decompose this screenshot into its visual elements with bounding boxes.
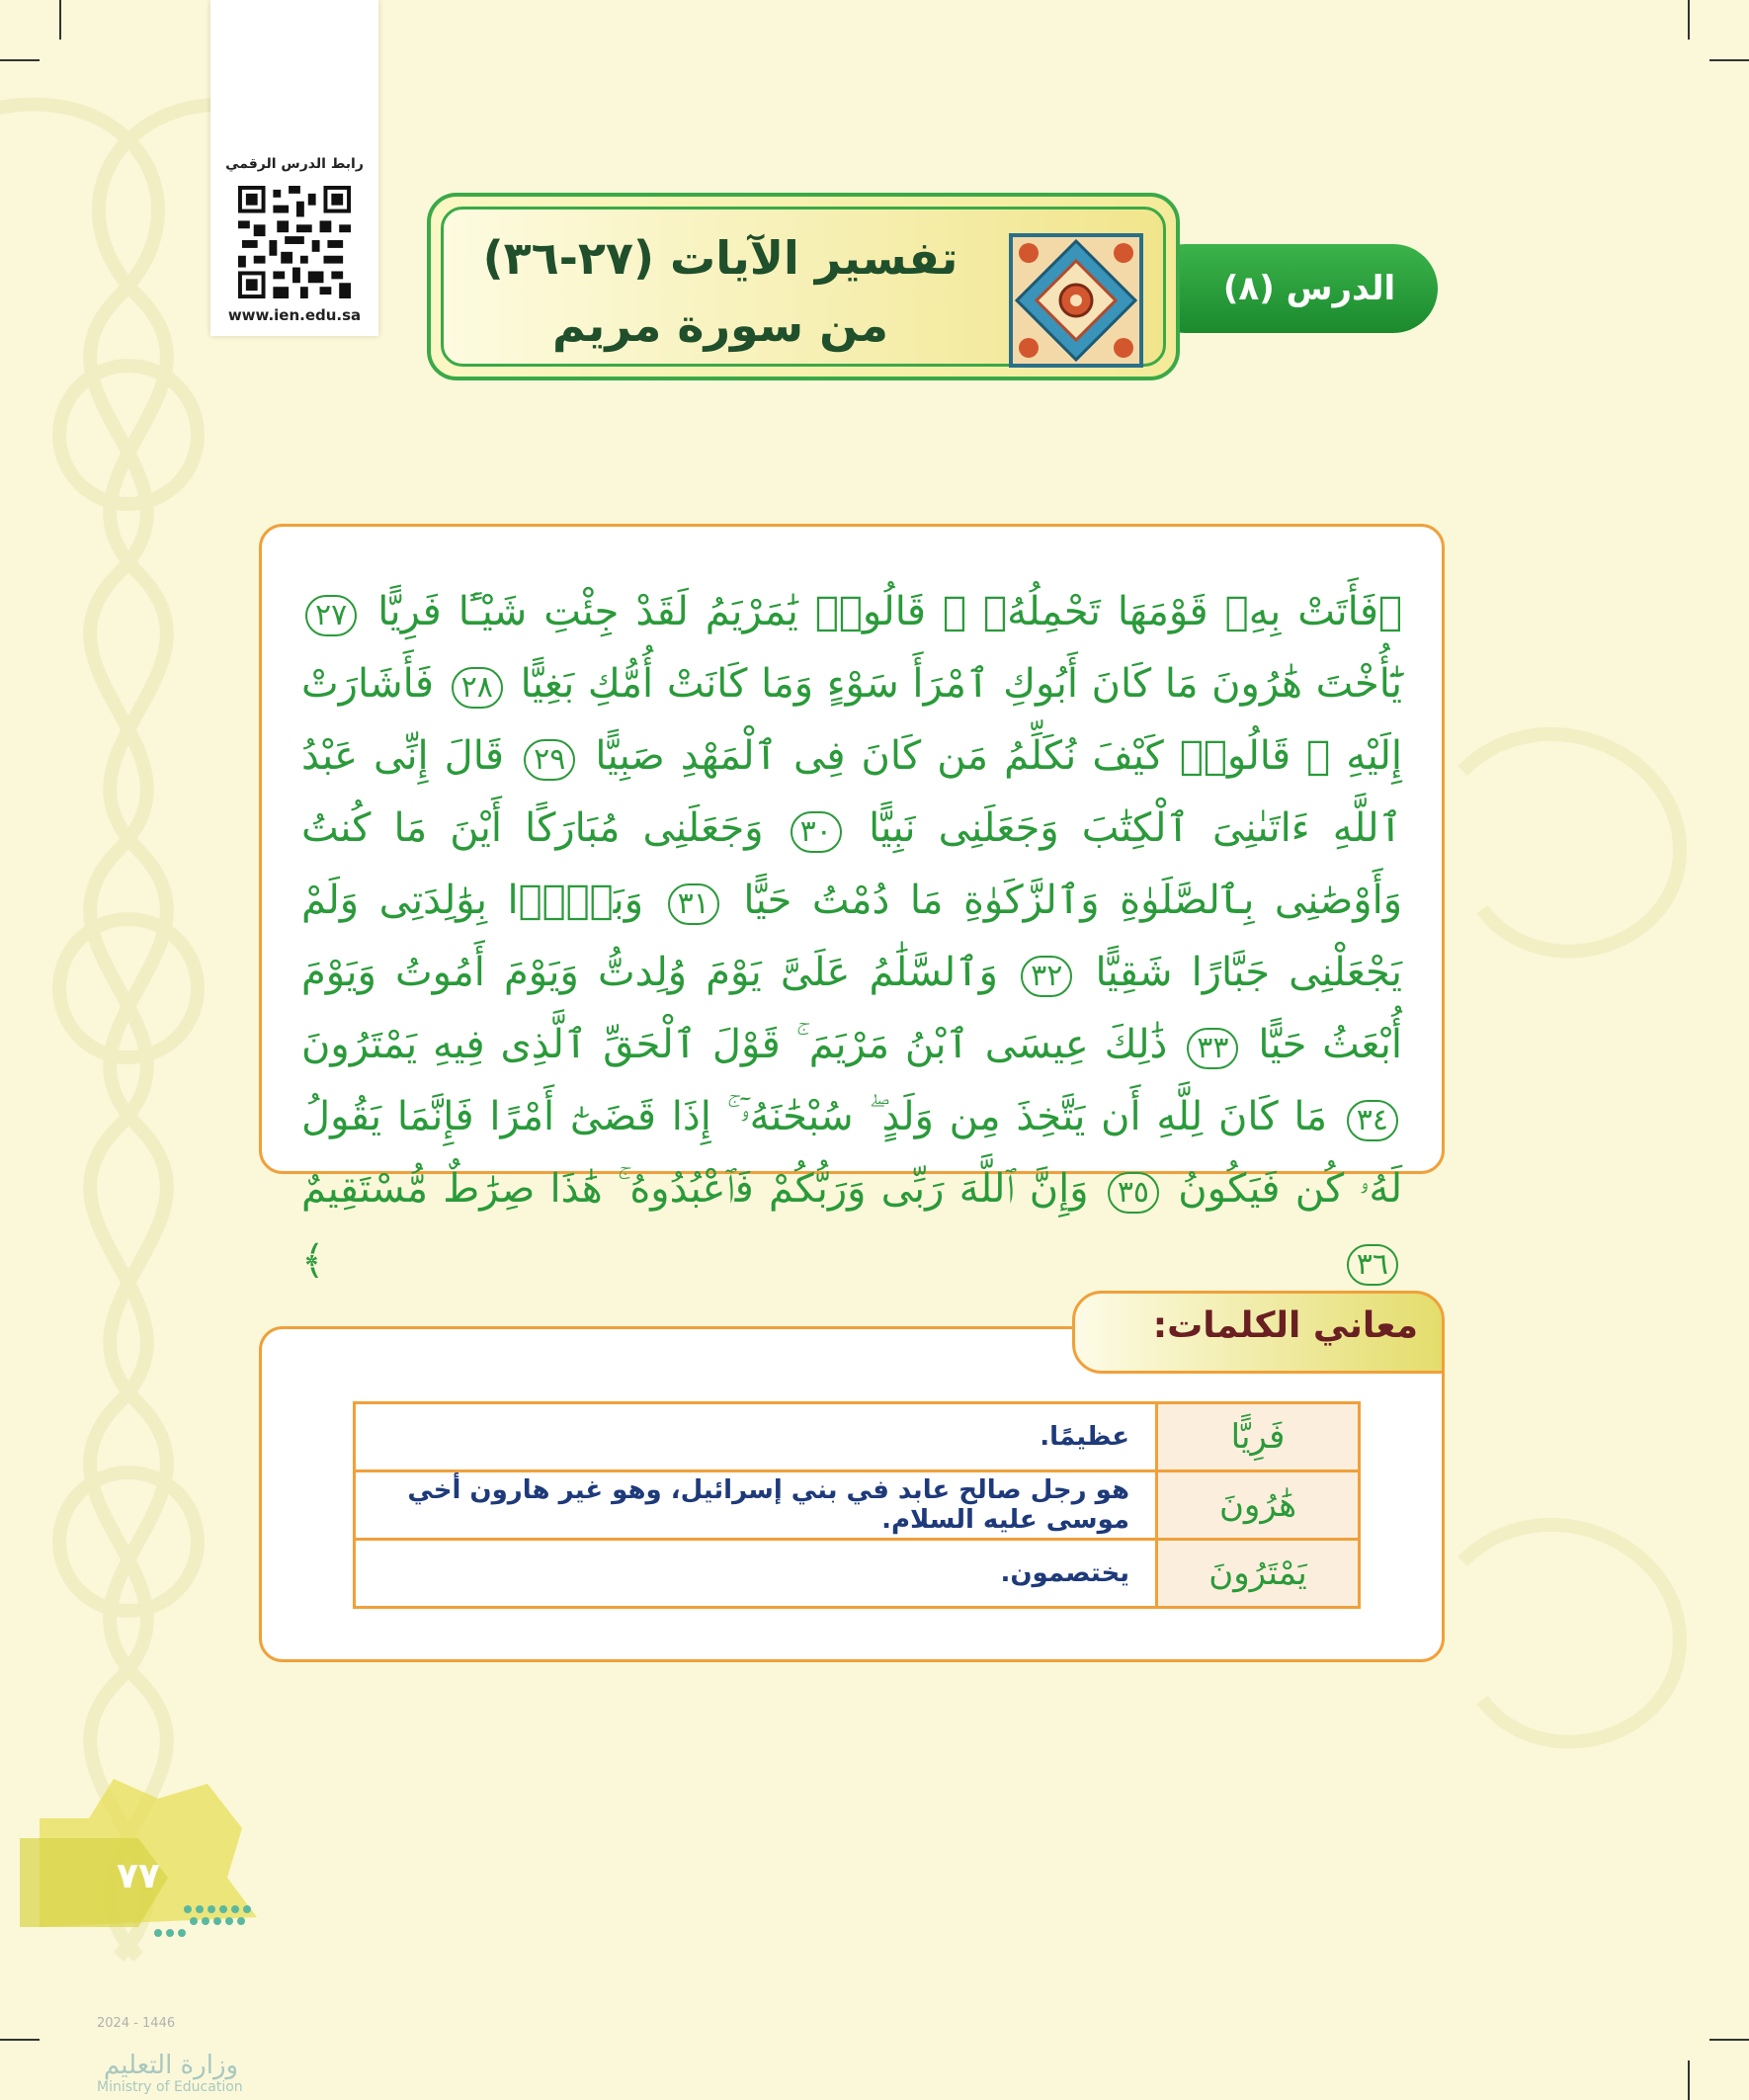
verse-text: قَالَ إِنِّى عَبْدُ ٱللَّهِ ءَاتَىٰنِىَ ٱلْكِتَٰبَ وَجَعَلَنِى نَبِيًّا [301, 733, 1403, 851]
title-box-inner [441, 207, 1166, 367]
title-box [427, 193, 1180, 380]
ministry-logo-text: وزارة التعليم [104, 2051, 239, 2080]
page-subtitle: من سورة مريم [551, 298, 889, 352]
ayah-number: ٣٦ [1347, 1244, 1398, 1286]
verse-text: وَٱلسَّلَٰمُ عَلَىَّ يَوْمَ وُلِدتُّ وَيَوْمَ أَمُوتُ وَيَوْمَ أُبْعَثُ حَيًّا [301, 950, 1402, 1067]
lesson-badge [1141, 244, 1438, 333]
table-row [355, 1403, 1360, 1471]
qr-card[interactable] [210, 0, 378, 336]
word-meanings-heading: معاني الكلمات: [1152, 1305, 1418, 1346]
crop-mark [0, 59, 40, 61]
quran-verses-box [259, 524, 1445, 1284]
ministry-logo-text-en: Ministry of Education [97, 2079, 243, 2095]
crop-mark [1688, 2060, 1690, 2100]
word-meanings-table [353, 1401, 1361, 1609]
verse-text: وَإِنَّ ٱللَّهَ رَبِّى وَرَبُّكُمْ فَٱعْبُدُوهُ ۚ هَٰذَا صِرَٰطٌ مُّسْتَقِيمٌ [301, 1166, 1089, 1212]
closing-bracket: ﴾ [301, 1238, 325, 1284]
page-number: ٧٧ [117, 1856, 160, 1896]
table-cell-meaning: هو رجل صالح عابد في بني إسرائيل، وهو غير هارون أخي موسى عليه السلام. [355, 1471, 1157, 1540]
crop-mark [59, 0, 61, 40]
page-number-badge [20, 1759, 267, 1937]
crop-mark [1709, 59, 1749, 61]
lesson-label: الدرس (٨) [1222, 269, 1396, 308]
ayah-number: ٣٢ [1021, 956, 1072, 997]
table-row [355, 1471, 1360, 1540]
page-title: تفسير الآيات (٢٧-٣٦) [482, 231, 958, 285]
ayah-number: ٣٤ [1347, 1100, 1398, 1141]
crop-mark [1688, 0, 1690, 40]
ayah-number: ٣٥ [1108, 1172, 1159, 1214]
ministry-year: 2024 - 1446 [97, 2016, 176, 2031]
ayah-number: ٢٨ [452, 667, 503, 709]
verse-text: ذَٰلِكَ عِيسَى ٱبْنُ مَرْيَمَ ۚ قَوْلَ ٱلْحَقِّ ٱلَّذِى فِيهِ يَمْتَرُونَ [301, 1022, 1168, 1067]
qr-code-icon[interactable] [238, 186, 351, 298]
ayah-number: ٢٧ [305, 595, 357, 636]
verse-text: وَجَعَلَنِى مُبَارَكًا أَيْنَ مَا كُنتُ وَأَوْصَٰنِى بِٱلصَّلَوٰةِ وَٱلزَّكَوٰةِ مَا دُمْتُ حَيًّا [301, 805, 1403, 923]
word-meanings-tab [1072, 1291, 1445, 1374]
qr-url[interactable]: www.ien.edu.sa [227, 306, 362, 324]
table-cell-meaning: عظيمًا. [355, 1403, 1157, 1471]
ayah-number: ٣١ [668, 883, 719, 925]
verse-text: يَٰٓأُخْتَ هَٰرُونَ مَا كَانَ أَبُوكِ ٱمْرَأَ سَوْءٍ وَمَا كَانَتْ أُمُّكِ بَغِيًّا [520, 661, 1403, 707]
table-row [355, 1540, 1360, 1608]
quran-verses-text [301, 576, 1402, 1298]
ayah-number: ٣٣ [1187, 1028, 1238, 1069]
qr-label: رابط الدرس الرقمي [225, 156, 364, 172]
verse-text: ﴿فَأَتَتْ بِهِۦ قَوْمَهَا تَحْمِلُهُۥ ۖ قَالُوا۟ يَٰمَرْيَمُ لَقَدْ جِئْتِ شَيْـًٔا فَرِيًّا [377, 589, 1402, 634]
table-cell-word: فَرِيًّا [1157, 1403, 1360, 1471]
verse-text: مَا كَانَ لِلَّهِ أَن يَتَّخِذَ مِن وَلَدٍ ۖ سُبْحَٰنَهُۥٓ ۚ إِذَا قَضَىٰٓ أَمْرًا فَإِنَّمَا يَقُولُ لَهُۥ كُن فَيَكُونُ [301, 1094, 1403, 1212]
table-cell-word: هَٰرُونَ [1157, 1471, 1360, 1540]
ayah-number: ٣٠ [791, 811, 842, 853]
crop-mark [0, 2039, 40, 2041]
verse-text: فَأَشَارَتْ إِلَيْهِ ۖ قَالُوا۟ كَيْفَ نُكَلِّمُ مَن كَانَ فِى ٱلْمَهْدِ صَبِيًّا [301, 661, 1403, 779]
table-cell-word: يَمْتَرُونَ [1157, 1540, 1360, 1608]
ayah-number: ٢٩ [524, 739, 575, 781]
crop-mark [1709, 2039, 1749, 2041]
verse-text: وَبَرًّۢا بِوَٰلِدَتِى وَلَمْ يَجْعَلْنِى جَبَّارًا شَقِيًّا [301, 878, 1403, 995]
table-cell-meaning: يختصمون. [355, 1540, 1157, 1608]
islamic-ornament-icon [1007, 231, 1145, 370]
